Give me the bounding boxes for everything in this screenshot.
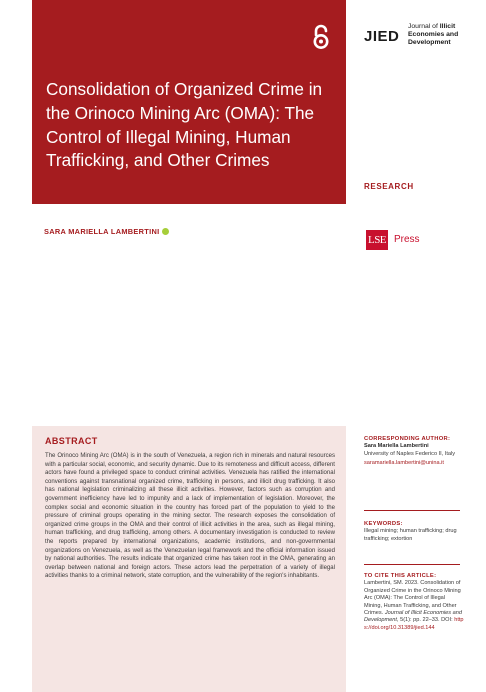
title-banner — [32, 0, 346, 204]
corresponding-author-email[interactable]: saramariella.lambertini@unina.it — [364, 460, 444, 467]
corresponding-author — [364, 436, 464, 468]
keywords-heading: KEYWORDS: — [364, 521, 403, 527]
keywords-text: Illegal mining; human trafficking; drug trafficking; extortion — [364, 528, 457, 542]
citation-text: Lambertini, SM. 2023. Consolidation of Organized Crime in the Orinoco Mining Arc (OMA): The Control of Illegal Mining, Human Trafficking, and Other Crimes. Journal of Illicit Economies and Development, 5(1): pp. 22–33. DOI: https://doi.org/10.31389/jied.144 — [364, 580, 464, 631]
citation-journal: Journal of Illicit Economies and Development, — [364, 610, 462, 624]
divider — [364, 564, 460, 565]
orcid-icon[interactable] — [162, 228, 169, 235]
abstract-section — [32, 426, 346, 692]
citation — [364, 573, 464, 632]
citation-doi-link[interactable]: https://doi.org/10.31389/jied.144 — [364, 617, 464, 631]
citation-heading: TO CITE THIS ARTICLE: — [364, 573, 437, 579]
article-title: Consolidation of Organized Crime in the Orinoco Mining Arc (OMA): The Control of Illegal Mining, Human Trafficking, and Other Crimes — [46, 79, 323, 171]
divider — [364, 510, 460, 511]
journal-logo — [364, 22, 474, 52]
corresponding-author-name: Sara Mariella Lambertini — [364, 443, 429, 450]
corresponding-author-heading: CORRESPONDING AUTHOR: — [364, 436, 451, 442]
author-line — [44, 227, 169, 236]
journal-mark: JIED — [364, 28, 400, 45]
article-type-label: RESEARCH — [364, 182, 414, 191]
press-label: Press — [394, 234, 420, 245]
abstract-heading: ABSTRACT — [45, 436, 98, 446]
lse-logo-box: LSE — [366, 230, 388, 250]
journal-name: Journal of Illicit Economies and Development — [408, 23, 459, 46]
keywords — [364, 521, 464, 543]
author-name[interactable]: SARA MARIELLA LAMBERTINI — [44, 227, 160, 236]
abstract-text: The Orinoco Mining Arc (OMA) is in the south of Venezuela, a region rich in minerals and natural resources with a particular social, economic, and security dynamic. Due to its remoteness and difficult access, different actors have found a privileged space to conduct criminal activities. Venezuela has ratified the international conventions against transnational organized crime, trafficking in persons, and illicit drug trafficking. It also has national legislation criminalizing all these illicit activities. However, factors such as corruption and government inefficiency have led to impunity and a lack of implementation of legislation. Moreover, the complex social and economic situation in the country has forced part of the population to yield to the pressure of criminal groups operating in the mining sector. The research exposes the consolidation of organized crime groups in the OMA and their control of illicit activities in the area, such as illegal mining, human trafficking, and drug trafficking, among others. A documentary investigation is conducted to review the reports prepared by international organizations, academic institutions, and non-governmental organizations on Venezuela, as well as the Venezuelan legal framework and the official information issued by national authorities. The results indicate that organized crime has taken root in the OMA, generating an overlap between national and foreign actors. These actors lead the perpetration of a variety of illegal activities thanks to a criminal network, state corruption, and the vulnerability of the region's inhabitants. — [45, 453, 335, 580]
corresponding-author-affiliation: University of Naples Federico II, Italy — [364, 450, 456, 457]
open-access-lock-icon — [312, 24, 330, 50]
